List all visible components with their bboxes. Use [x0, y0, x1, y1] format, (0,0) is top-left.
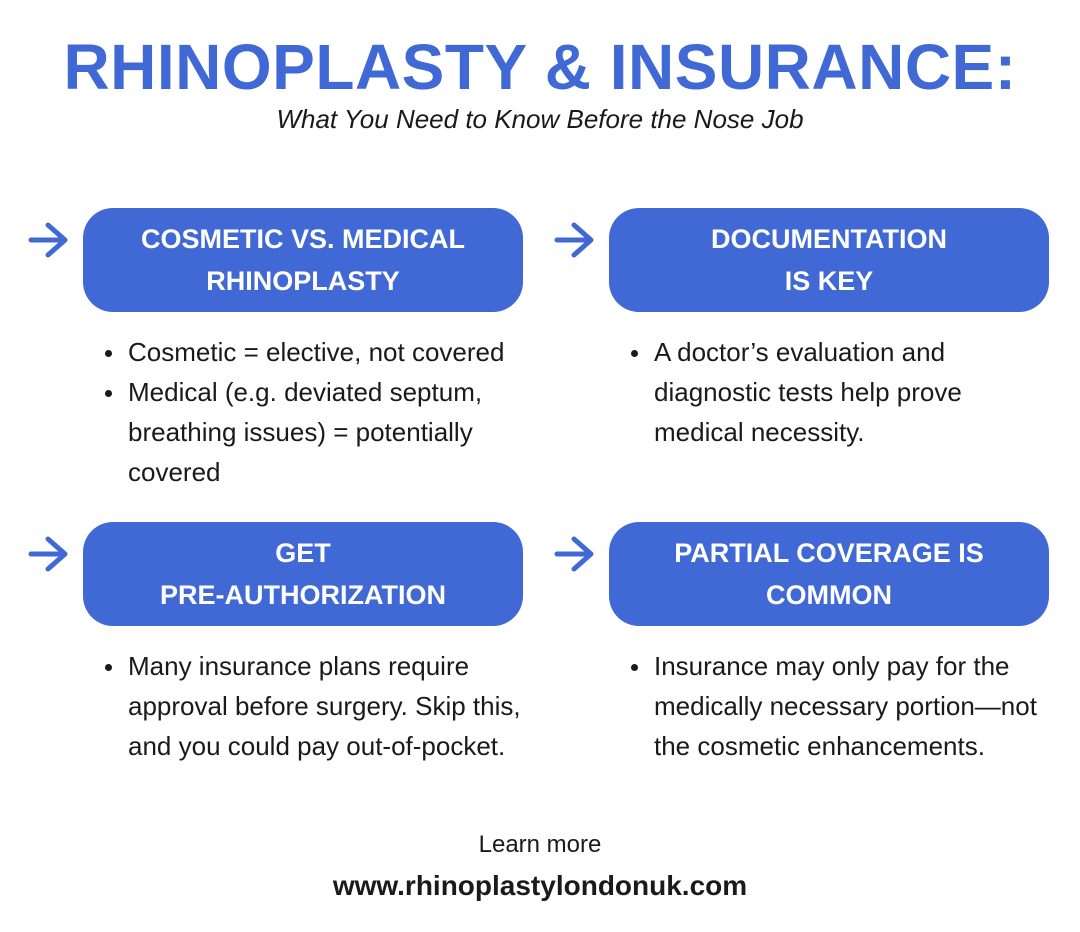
section-cosmetic-vs-medical	[28, 208, 548, 487]
learn-more-text: Learn more	[478, 831, 602, 858]
section-heading-line: RHINOPLASTY	[206, 266, 400, 296]
bullet-item: Many insurance plans require approval before surgery. Skip this, and you could pay out-of-pocket.	[128, 646, 543, 766]
page-title: RHINOPLASTY & INSURANCE:	[63, 31, 1017, 103]
section-heading-line: COSMETIC VS. MEDICAL	[140, 224, 465, 254]
bullet-item: Insurance may only pay for the medically necessary portion—not the cosmetic enhancements.	[654, 646, 1074, 766]
section-heading-line: DOCUMENTATION	[711, 224, 947, 254]
bullet-list	[654, 646, 1074, 766]
section-heading-line: IS KEY	[784, 266, 874, 296]
arrow-right-icon	[554, 536, 596, 572]
section-heading-pill	[609, 208, 1049, 312]
bullet-list	[128, 332, 548, 492]
website-url: www.rhinoplastylondonuk.com	[332, 870, 748, 901]
arrow-right-icon	[28, 222, 70, 258]
bullet-item: A doctor’s evaluation and diagnostic tests help prove medical necessity.	[654, 332, 1054, 452]
bullet-list	[128, 646, 543, 766]
section-partial-coverage	[554, 522, 1074, 792]
section-heading-pill	[83, 208, 523, 312]
section-documentation	[554, 208, 1074, 478]
bullet-list	[654, 332, 1054, 452]
section-heading-pill	[83, 522, 523, 626]
bullet-item: Cosmetic = elective, not covered	[128, 332, 548, 372]
section-heading-line: GET	[275, 538, 331, 568]
section-heading-line: PARTIAL COVERAGE IS	[674, 538, 984, 568]
arrow-right-icon	[28, 536, 70, 572]
page-subtitle: What You Need to Know Before the Nose Job	[276, 104, 804, 134]
section-heading-line: PRE-AUTHORIZATION	[160, 580, 446, 610]
arrow-right-icon	[554, 222, 596, 258]
section-heading-line: COMMON	[766, 580, 892, 610]
bullet-item: Medical (e.g. deviated septum, breathing issues) = potentially covered	[128, 372, 548, 492]
section-heading-pill	[609, 522, 1049, 626]
section-pre-authorization	[28, 522, 548, 792]
